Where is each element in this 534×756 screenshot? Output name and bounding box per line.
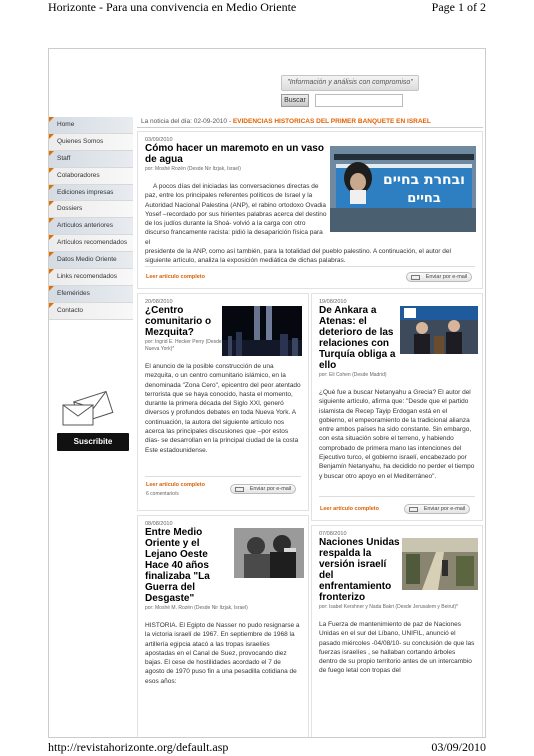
read-more-link[interactable]: Leer artículo completo [146,482,205,488]
article-title[interactable]: Naciones Unidas respalda la versión israelí del enfrentamiento fronterizo [319,537,400,603]
print-title: Horizonte - Para una convivencia en Medio Oriente [48,0,297,14]
nav-item-articulos-recomendados[interactable]: Artículos recomendados [49,235,133,252]
nav-item-articulos-anteriores[interactable]: Artículos anteriores [49,218,133,235]
read-more-link[interactable]: Leer artículo completo [146,274,205,280]
article-date: 07/08/2010 [319,531,347,537]
article-date: 20/08/2010 [145,299,173,305]
print-page-number: Page 1 of 2 [431,0,486,14]
featured-image-text: ובחרת בחיים [383,172,465,188]
mail-icon [235,487,244,492]
search-input[interactable] [315,94,403,107]
svg-text:בחיים: בחיים [407,191,441,206]
article-body: La Fuerza de mantenimiento de paz de Naciones Unidas en el sur del Líbano, UNIFIL, anunció el pasado miércoles -04/08/10- su conclusión de que las fuerzas israelíes , se hallaban cortando árboles dentro de su propio territorio antes de un intercambio de fuego letal con tropas del [319,621,475,675]
print-footer [48,740,486,756]
main-content [137,117,483,685]
email-button[interactable]: Enviar por e-mail [230,484,296,494]
article-byline: por: Isabel Kershner y Nada Bakri (Desde Jerusalem y Beirut)* [319,604,458,610]
page-frame [48,48,486,738]
subscribe-button[interactable]: Suscribite [57,433,129,451]
nav-item-dossiers[interactable]: Dossiers [49,201,133,218]
email-button[interactable]: Enviar por e-mail [404,504,470,514]
article-title[interactable]: De Ankara a Atenas: el deterioro de las relaciones con Turquía obliga a ello [319,305,396,371]
daily-headline-link[interactable]: EVIDENCIAS HISTORICAS DEL PRIMER BANQUETE EN ISRAEL [232,118,431,125]
nav-item-colaboradores[interactable]: Colaboradores [49,168,133,185]
article-body: El anuncio de la posible construcción de una mezquita, o un centro comunitario islámico, en la denominada "Zona Cero", epicentro del peor atentado terrorista que se haya conocido, hasta el momento, durante la primera década del Siglo XXI, generó diversos y profundos debates en toda Nueva York. A continuación, la autora del siguiente artículo nos acerca las principales discusiones que –por estos días- se desarrollan en la principal ciudad de la costa Este estadounidense. [145,363,301,454]
nav-item-links-recomendados[interactable]: Links recomendados [49,269,133,286]
article-image-nyc [222,306,302,356]
print-header [48,0,486,16]
search-button[interactable]: Buscar [281,94,309,107]
envelope-icon[interactable] [57,389,125,431]
read-more-link[interactable]: Leer artículo completo [320,506,379,512]
nav-item-contacto[interactable]: Contacto [49,303,133,320]
article-byline: por: Moshé Rozén (Desde Nir Itzjak, Israel) [145,166,241,172]
article-card-naciones-unidas [311,525,483,738]
article-byline: por: Eli Cohen (Desde Madrid) [319,372,387,378]
nav-item-efemerides[interactable]: Efemérides [49,286,133,303]
article-title[interactable]: Cómo hacer un maremoto en un vaso de agua [145,143,324,165]
featured-image [330,146,476,232]
article-body-b: presidente de la ANP, como así también, para la totalidad del pueblo palestino. A continuación, el autor del siguiente artículo, analiza la exposición mediática de dichas palabras. [145,248,451,265]
article-date: 03/09/2010 [145,137,173,143]
article-title[interactable]: ¿Centro comunitario o Mezquita? [145,305,212,338]
nav-item-ediciones-impresas[interactable]: Ediciones impresas [49,185,133,202]
article-image-leaders [400,306,478,354]
nav-item-datos-medio-oriente[interactable]: Datos Medio Oriente [49,252,133,269]
mail-icon [411,275,420,280]
nav-item-quienes-somos[interactable]: Quienes Somos [49,134,133,151]
nav-item-home[interactable]: Home [49,117,133,134]
article-card-turquia [311,293,483,521]
article-byline: por: Ingrid E. Hecker Perry (Desde Nueva York)* [145,339,222,352]
comments-count[interactable]: 6 comentario/s [146,491,179,497]
print-url: http://revistahorizonte.org/default.asp [48,740,229,754]
print-date: 03/09/2010 [431,740,486,754]
email-button[interactable]: Enviar por e-mail [406,272,472,282]
featured-article [137,131,483,289]
article-byline: por: Moshé M. Rozén (Desde Nir Itzjak, Israel) [145,605,248,611]
site-header [49,49,486,111]
article-title[interactable]: Entre Medio Oriente y el Lejano Oeste Hace 40 años finalizaba "La Guerra del Desgaste" [145,527,210,604]
daily-date: 02-09-2010 - [193,118,231,125]
article-image-historic [234,528,304,578]
article-card-mezquita [137,293,309,511]
article-card-guerra-desgaste [137,515,309,738]
article-date: 19/08/2010 [319,299,347,305]
article-body: ¿Qué fue a buscar Netanyahu a Grecia? El autor del siguiente artículo, afirma que: "Desde que el partido islamista de Recep Tayip Erdogan está en el gobierno, el empeoramiento de la tradicional alianza entre ambos países ha sido constante. Sin embargo, con esta situación sobre el terreno, y habiendo comprobado de primera mano las intenciones del Ejecutivo turco, el gobierno israelí, encabezado por Benjamín Netanyahu, ha decidido no perder el tiempo y buscar otro apoyo en el Mediterráneo". [319,389,475,480]
article-date: 08/08/2010 [145,521,173,527]
sidebar-nav [49,117,133,446]
article-body-a: A pocos días del iniciadas las conversaciones directas de paz, entre los principales referentes políticos de Israel y la Autoridad Nacional Palestina (ANP), el rabino ortodoxo Ovadia Yosef –recordado por sus hirientes palabras acerca del destino de los judíos durante la Shoá- volvió a la carga con otro discurso francamente racista: pidió la desaparición física para el [145,183,327,246]
article-body: HISTORIA. El Egipto de Nasser no pudo resignarse a la victoria israelí de 1967. En septiembre de 1968 la artillería egipcia atacó a las tropas israelíes apostadas en el Canal de Suez, provocando diez bajas. El cese de hostilidades acordado el 7 de agosto de 1970 puso fin a una pesadilla cotidiana de esos años: [145,622,300,685]
daily-news-bar [137,117,483,128]
daily-label: La noticia del día: [141,118,192,125]
nav-item-staff[interactable]: Staff [49,151,133,168]
mail-icon [409,507,418,512]
site-tagline: "Información y análisis con compromiso" [281,75,419,91]
article-image-border [402,538,478,590]
